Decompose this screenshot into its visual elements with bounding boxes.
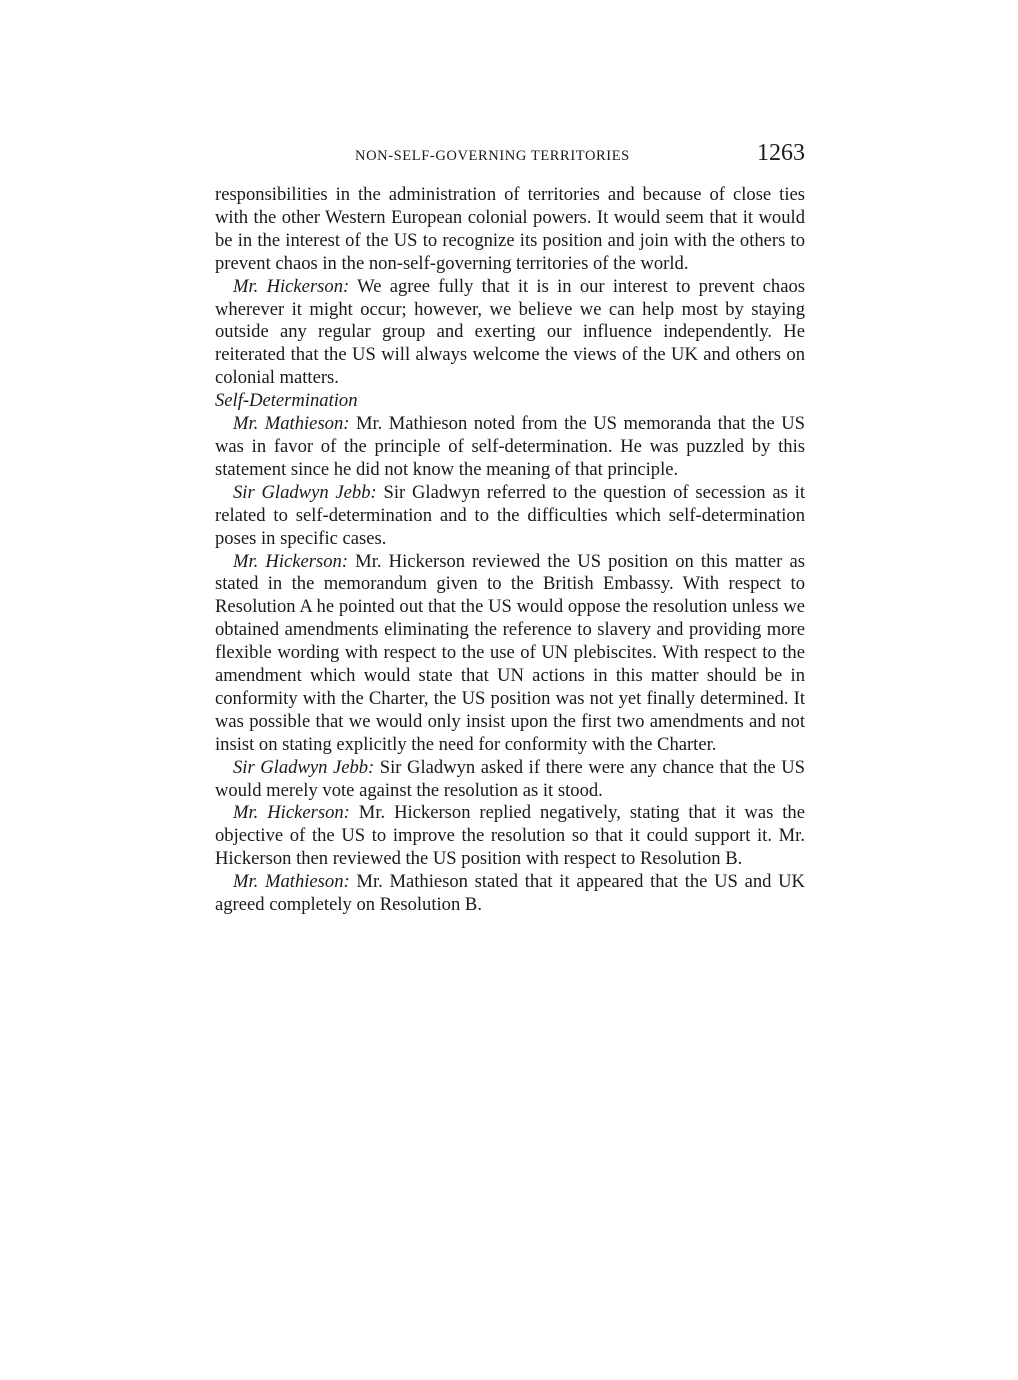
section-heading: Self-Determination bbox=[215, 390, 358, 412]
speaker-name: Mr. Mathieson: bbox=[233, 871, 350, 893]
paragraph-hickerson-1 bbox=[215, 276, 805, 391]
paragraph-text: responsibilities in the administration of territories and because of close ties with the other Western European colonial powers. It would seem that it would be in the interest of the US to recognize its position and join with the others to prevent chaos in the non-self-governing territories of the world. bbox=[215, 184, 805, 274]
paragraph-jebb-2 bbox=[215, 757, 805, 803]
running-head bbox=[215, 140, 805, 174]
paragraph-text: Mr. Hickerson replied negatively, stating that it was the objective of the US to improve the resolution so that it could support it. Mr. Hickerson then reviewed the US position with respect to Resolution B. bbox=[215, 802, 805, 870]
paragraph-jebb-1 bbox=[215, 482, 805, 551]
speaker-name: Mr. Mathieson: bbox=[233, 413, 350, 435]
page-number: 1263 bbox=[757, 140, 805, 166]
speaker-name: Mr. Hickerson: bbox=[233, 802, 350, 824]
speaker-name: Sir Gladwyn Jebb: bbox=[233, 756, 375, 778]
paragraph-mathieson-2 bbox=[215, 871, 805, 917]
paragraph-hickerson-2 bbox=[215, 551, 805, 757]
paragraph-text: Mr. Hickerson reviewed the US position on this matter as stated in the memorandum given to the British Embassy. With respect to Resolution A he pointed out that the US would oppose the resolution unless we obtained amendments eliminating the reference to slavery and providing more flexible wording with respect to the use of UN plebiscites. With respect to the amendment which would state that UN actions in this matter should be in conformity with the Charter, the US position was not yet finally determined. It was possible that we would only insist upon the first two amendments and not insist on stating explicitly the need for conformity with the Charter. bbox=[215, 550, 805, 755]
paragraph-text: Mr. Mathieson noted from the US memoranda that the US was in favor of the principle of self-determination. He was puzzled by this statement since he did not know the meaning of that principle. bbox=[215, 413, 805, 480]
body-text bbox=[215, 184, 805, 917]
running-title: NON-SELF-GOVERNING TERRITORIES bbox=[355, 148, 630, 164]
paragraph-text: Mr. Mathieson stated that it appeared that the US and UK agreed completely on Resolution B. bbox=[215, 871, 805, 916]
paragraph-continuation bbox=[215, 184, 805, 276]
speaker-name: Mr. Hickerson: bbox=[233, 550, 349, 572]
speaker-name: Sir Gladwyn Jebb: bbox=[233, 481, 377, 503]
speaker-name: Mr. Hickerson: bbox=[233, 275, 350, 297]
paragraph-text: Sir Gladwyn asked if there were any chance that the US would merely vote against the resolution as it stood. bbox=[215, 756, 805, 801]
paragraph-mathieson-1 bbox=[215, 413, 805, 482]
paragraph-hickerson-3 bbox=[215, 802, 805, 871]
paragraph-text: Sir Gladwyn referred to the question of secession as it related to self-determination and to the difficulties which self-determination poses in specific cases. bbox=[215, 481, 805, 549]
paragraph-text: We agree fully that it is in our interest to prevent chaos wherever it might occur; however, we believe we can help most by staying outside any regular group and exerting our influence independently. He reiterated that the US will always welcome the views of the UK and others on colonial matters. bbox=[215, 275, 805, 389]
document-page bbox=[215, 140, 805, 917]
